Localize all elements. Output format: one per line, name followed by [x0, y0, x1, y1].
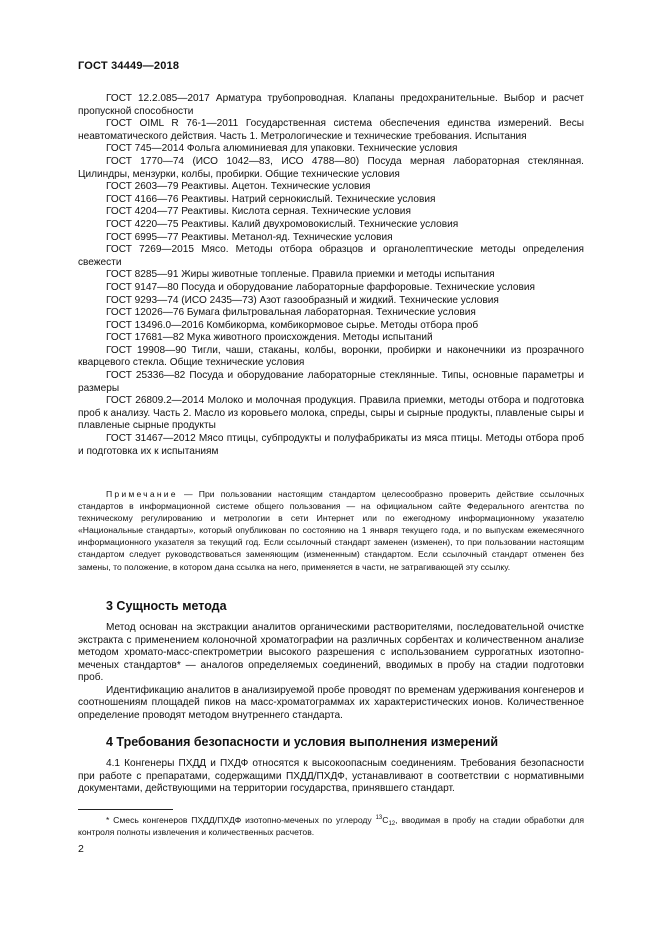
reference-item: ГОСТ 25336—82 Посуда и оборудование лабораторные стеклянные. Типы, основные параметры и размеры: [78, 370, 584, 394]
reference-item: ГОСТ 8285—91 Жиры животные топленые. Правила приемки и методы испытания: [106, 269, 495, 281]
normative-references-list: [78, 93, 584, 458]
section-3-paragraph: Метод основан на экстракции аналитов органическими растворителями, последовательной очистке экстракта с применением колоночной хроматографии на различных сорбентах и количественном анализе методом хромато-масс-спектрометрии высокого разрешения с использованием суррогатных изотопно-меченых стандартов* — аналогов определяемых соединений, вводимых в пробу на стадии подготовки проб.: [78, 622, 584, 683]
reference-item: ГОСТ 12026—76 Бумага фильтровальная лабораторная. Технические условия: [106, 307, 476, 319]
reference-item: ГОСТ 1770—74 (ИСО 1042—83, ИСО 4788—80) Посуда мерная лабораторная стеклянная. Цилиндры, мензурки, колбы, пробирки. Общие технические условия: [78, 155, 584, 180]
reference-item: ГОСТ 13496.0—2016 Комбикорма, комбикормовое сырье. Методы отбора проб: [106, 319, 479, 331]
footnote-divider: [78, 809, 173, 810]
reference-item: ГОСТ 4204—77 Реактивы. Кислота серная. Технические условия: [106, 206, 411, 218]
section-3-heading: 3 Сущность метода: [106, 599, 227, 613]
section-4-body: [78, 758, 584, 796]
isotope-mass-number: 13: [375, 815, 383, 821]
reference-item: ГОСТ 9293—74 (ИСО 2435—73) Азот газообразный и жидкий. Технические условия: [106, 294, 499, 306]
reference-item: ГОСТ 2603—79 Реактивы. Ацетон. Технические условия: [106, 181, 371, 193]
reference-item: ГОСТ 4166—76 Реактивы. Натрий сернокислый. Технические условия: [106, 193, 436, 205]
reference-item: ГОСТ OIML R 76-1—2011 Государственная система обеспечения единства измерений. Весы неавтоматического действия. Часть 1. Метрологические и технические требования. Испытания: [78, 118, 584, 142]
reference-item: ГОСТ 31467—2012 Мясо птицы, субпродукты и полуфабрикаты из мяса птицы. Методы отбора проб и подготовка их к испытаниям: [78, 433, 584, 457]
section-3-paragraph: Идентификацию аналитов в анализируемой пробе проводят по временам удерживания конгенеров и соотношениям площадей пиков на масс-хроматограммах их характеристических ионов. Количественное определение проводят методом внутреннего стандарта.: [78, 684, 584, 721]
section-3-body: [78, 622, 584, 722]
references-note: [78, 488, 584, 573]
reference-item: ГОСТ 19908—90 Тигли, чаши, стаканы, колбы, воронки, пробирки и наконечники из прозрачного кварцевого стекла. Общие технические условия: [78, 344, 584, 369]
page-number: 2: [78, 843, 84, 855]
reference-item: ГОСТ 26809.2—2014 Молоко и молочная продукция. Правила приемки, методы отбора и подготовка проб к анализу. Часть 2. Масло из коровьего молока, спреды, сыры и сырные продукты, плавленые сыры и плавленые сырные продукты: [78, 395, 584, 432]
reference-item: ГОСТ 4220—75 Реактивы. Калий двухромовокислый. Технические условия: [106, 218, 459, 230]
reference-item: ГОСТ 12.2.085—2017 Арматура трубопроводная. Клапаны предохранительные. Выбор и расчет пропускной способности: [78, 93, 584, 117]
carbon-count: 12: [388, 821, 396, 827]
note-text: — При пользовании настоящим стандартом целесообразно проверить действие ссылочных стандартов в информационной системе общего пользования — на официальном сайте Федерального агентства по техническому регулированию и метрологии в сети Интернет или по ежегодному информационному указателю «Национальные стандарты», который опубликован по состоянию на 1 января текущего года, и по выпускам ежемесячного информационного указателя за текущий год. Если ссылочный стандарт заменен (изменен), то при пользовании настоящим стандартом следует руководствоваться заменяющим (измененным) стандартом. Если ссылочный стандарт отменен без замены, то положение, в котором дана ссылка на него, применяется в части, не затрагивающей эту ссылку.: [78, 489, 584, 572]
note-label: Примечание: [106, 489, 178, 499]
footnote-text-start: * Смесь конгенеров ПХДД/ПХДФ изотопно-меченых по углероду: [106, 815, 376, 825]
section-4-paragraph: 4.1 Конгенеры ПХДД и ПХДФ относятся к высокоопасным соединениям. Требования безопасности при работе с препаратами, содержащими ПХДД/ПХДФ, устанавливают в соответствии с нормативными документами, действующими на территории государства, принявшего стандарт.: [78, 758, 584, 794]
reference-item: ГОСТ 745—2014 Фольга алюминиевая для упаковки. Технические условия: [106, 143, 458, 155]
footnote-text-end: , вводимая в пробу на стадии обработки для контроля полноты извлечения и количественных расчетов.: [78, 815, 584, 837]
reference-item: ГОСТ 6995—77 Реактивы. Метанол-яд. Технические условия: [106, 231, 393, 243]
footnote-paragraph: [78, 815, 584, 838]
document-header: ГОСТ 34449—2018: [78, 60, 180, 72]
reference-item: ГОСТ 7269—2015 Мясо. Методы отбора образцов и органолептические методы определения свежести: [78, 244, 584, 268]
section-4-heading: 4 Требования безопасности и условия выполнения измерений: [106, 735, 499, 749]
reference-item: ГОСТ 9147—80 Посуда и оборудование лабораторные фарфоровые. Технические условия: [106, 281, 535, 293]
footnote: [78, 815, 584, 838]
carbon-symbol: C: [382, 815, 389, 825]
reference-item: ГОСТ 17681—82 Мука животного происхождения. Методы испытаний: [106, 332, 433, 344]
note-paragraph: [78, 488, 584, 573]
